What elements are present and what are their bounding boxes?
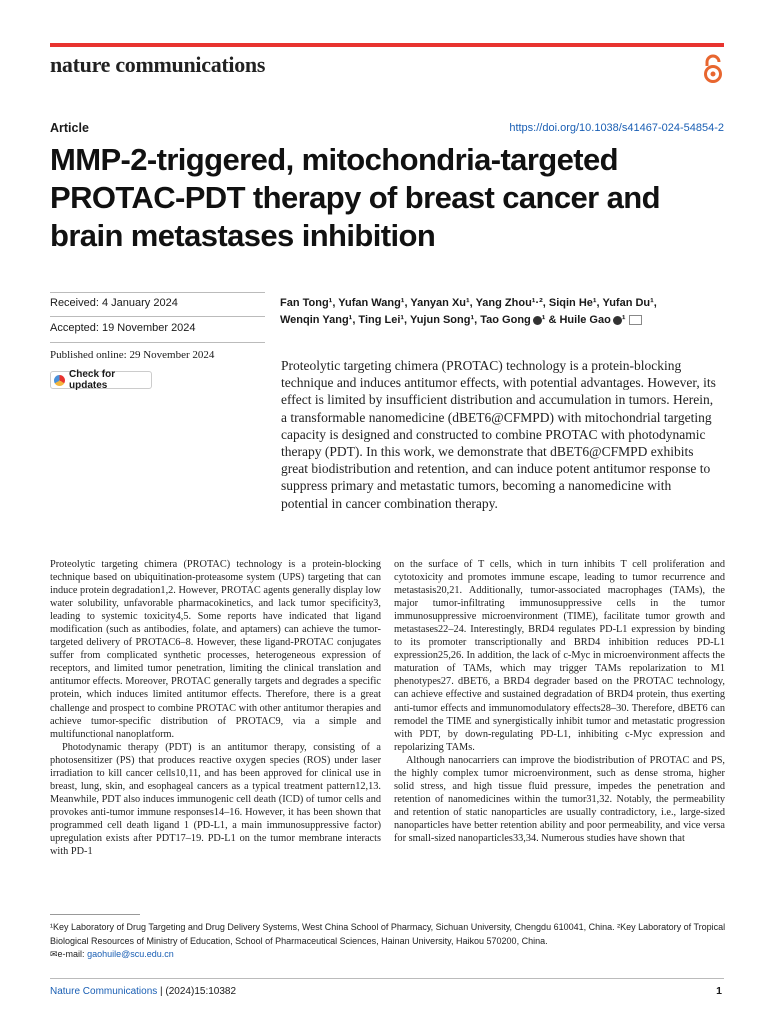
footnote	[50, 921, 730, 962]
footer-citation: | (2024)15:10382	[157, 986, 237, 997]
page-footer	[50, 986, 236, 997]
page-number: 1	[716, 985, 722, 997]
author-line-2-end: ¹	[621, 314, 626, 326]
article-type-label: Article	[50, 121, 89, 135]
author-line-1: Fan Tong¹, Yufan Wang¹, Yanyan Xu¹, Yang Zhou¹·², Siqin He¹, Yufan Du¹,	[280, 297, 657, 309]
email-label: e-mail:	[57, 949, 88, 959]
received-date: Received: 4 January 2024	[50, 297, 178, 309]
envelope-icon: ✉	[50, 949, 58, 959]
divider	[50, 292, 265, 293]
email-link[interactable]: gaohuile@scu.edu.cn	[87, 949, 174, 959]
header-accent-bar	[50, 43, 724, 47]
body-paragraph: Although nanocarriers can improve the biodistribution of PROTAC and PS, the highly complex tumor microenvironment, such as dense stroma, higher solid stress, and high tissue fluid pressure, impedes the penetration and retention of nanomedicines within the tumor31,32. Notably, the permeability and retention of static nanoparticles are usually contradictory, i.e., large-sized nanoparticles have better retention ability and poor permeability, and vice versa for small-sized nanoparticles33,34. Numerous studies have shown that	[394, 754, 725, 844]
body-paragraph: Photodynamic therapy (PDT) is an antitumor therapy, consisting of a photosensitizer (PS) that produces reactive oxygen species (ROS) under laser irradiation to kill cancer cells10,11, and has been approved for clinical use in breast, lung, skin, and esophageal cancers as a typical treatment pattern12,13. Meanwhile, PDT also induces immunogenic cell death (ICD) of tumor cells and provokes anti-tumor immune responses14–16. However, it has been shown that programmed cell death ligand 1 (PD-L1, a main immunosuppressive factor) upregulation exists after PDT17–19. PD-L1 on the tumor membrane interacts with PD-1	[50, 741, 381, 858]
open-access-icon	[700, 54, 726, 84]
footer-journal-link[interactable]: Nature Communications	[50, 986, 158, 997]
journal-name: nature communications	[50, 52, 266, 77]
author-list	[280, 295, 720, 329]
orcid-icon[interactable]	[533, 316, 542, 325]
doi-link[interactable]: https://doi.org/10.1038/s41467-024-54854-2	[509, 122, 724, 134]
body-column-left	[50, 558, 381, 858]
mail-icon[interactable]	[629, 315, 642, 325]
divider	[50, 316, 265, 317]
author-line-2: Wenqin Yang¹, Ting Lei¹, Yujun Song¹, Tao Gong	[280, 314, 531, 326]
divider	[50, 342, 265, 343]
check-for-updates-button[interactable]	[50, 371, 152, 389]
body-paragraph: Proteolytic targeting chimera (PROTAC) technology is a protein-blocking technique based on ubiquitination-proteasome system (UPS) targeting that can induce protein degradation1,2. However, PROTAC agents generally display low water solubility, unfavorable pharmacokinetics, and lack tumor specificity3, leading to systemic toxicity4,5. Some reports have indicated that ligand modification (such as antibodies, folate, and aptamers) can achieve the tumor-targeted delivery of PROTAC6–8. However, these ligand-PROTAC conjugates suffer from complicated synthetic processes, heterogeneous expression of receptors, and limited tumor penetration, limiting the clinical translation and antitumor effects. Moreover, PROTAC generally targets and degrades a specific protein, which induces limited antitumor effects. Therefore, there is a great challenge and prospect to combine PROTAC with other antitumor therapies and achieve tumor-specific distribution of PROTAC9, via a simple and multifunctional nanoplatform.	[50, 559, 381, 740]
article-title: MMP-2-triggered, mitochondria-targeted PROTAC-PDT therapy of breast cancer and brain metastases inhibition	[50, 142, 660, 253]
abstract: Proteolytic targeting chimera (PROTAC) technology is a protein-blocking technique and induces antitumor effects, with potential advantages. However, its effect is limited by insufficient distribution and accumulation in tumors. Herein, a transformable nanomedicine (dBET6@CFMPD) with mitochondrial targeting capacity is designed and constructed to combine PROTAC with photodynamic therapy (PDT). In this work, we demonstrate that dBET6@CFMPD exhibits great biodistribution and retention, and can induce potent antitumor response to suppress primary and metastatic tumors, becoming a nanomedicine with potential in cancer combination therapy.	[281, 358, 716, 511]
body-paragraph: on the surface of T cells, which in turn inhibits T cell proliferation and cytotoxicity and promotes immune escape, leading to tumor recurrence and metastasis20,21. Additionally, tumor-associated macrophages (TAMs), the major tumor-infiltrating immunosuppressive cells in the tumor immunosuppressive microenvironment (TIME), facilitate tumor growth and metastases22–24. Interestingly, BRD4 regulates PD-L1 expression by binding to its promoter transcriptionally and BRD4 inhibition reduces PD-L1 expression25,26. In addition, the lack of c-Myc in microenvironment affects the maturation of TAMs, which may trigger TAMs repolarization to M1 phenotypes27. dBET6, a BRD4 degrader based on the PROTAC technology, can achieve effective and sustained degradation of BRD4 protein, thus exerting anti-tumor effects and immunomodulatory effects28–30. Therefore, dBET6 can remodel the TIME and synergistically inhibit tumor and metastatic progression with PDT, by down-regulating PD-L1, inhibiting c-Myc expression and repolarizing TAMs.	[394, 559, 725, 753]
published-date: Published online: 29 November 2024	[50, 349, 215, 361]
body-column-right	[394, 558, 725, 845]
crossmark-icon	[54, 375, 65, 386]
footer-divider	[50, 978, 724, 979]
author-line-2-tail: ¹ & Huile Gao	[541, 314, 611, 326]
check-for-updates-label: Check for updates	[69, 369, 116, 391]
affiliations: ¹Key Laboratory of Drug Targeting and Drug Delivery Systems, West China School of Pharmacy, Sichuan University, Chengdu 610041, China. ²Key Laboratory of Tropical Biological Resources of Ministry of Education, School of Pharmaceutical Sciences, Hainan University, Haikou 570200, China.	[50, 922, 726, 946]
footnote-divider	[50, 914, 140, 915]
accepted-date: Accepted: 19 November 2024	[50, 322, 196, 334]
orcid-icon[interactable]	[613, 316, 622, 325]
